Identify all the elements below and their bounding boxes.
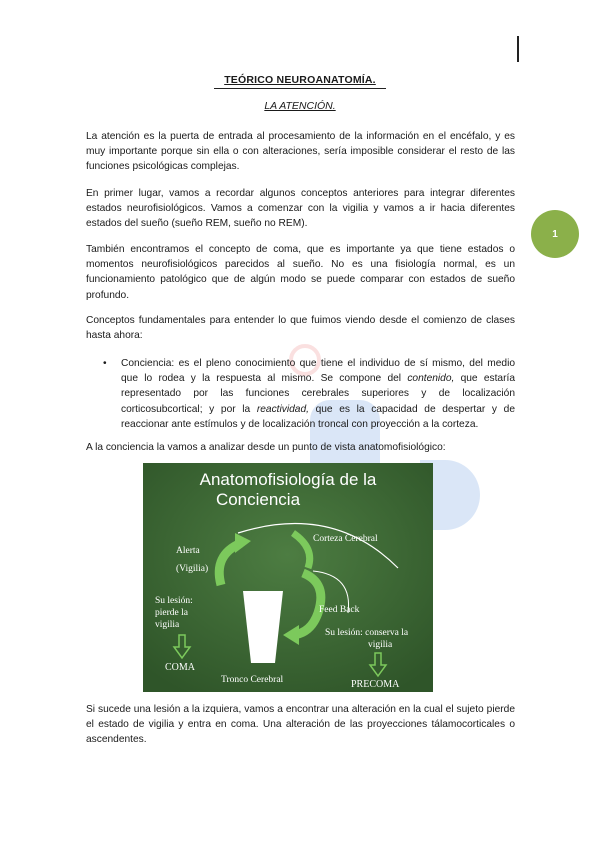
paragraph-coma: También encontramos el concepto de coma, que es importante ya que tiene estados o momentos neurofisiológicos parecidos al sueño. No es una fisiología normal, es un funcionamiento patológico que de algún modo se puede comparar con estados de sueño profundo. (86, 244, 515, 301)
label-alerta: Alerta (176, 546, 200, 556)
bullet-part-1: es el pleno conocimiento que tiene el individuo de sí mismo, del medio que lo rodea y la respuesta al mismo. Se compone del (121, 358, 515, 385)
label-tronco: Tronco Cerebral (221, 675, 284, 685)
paragraph-analysis: A la conciencia la vamos a analizar desde un punto de vista anatomofisiológico: (86, 442, 446, 453)
bullet-emphasis-contenido: contenido, (407, 373, 455, 385)
label-corteza: Corteza Cerebral (313, 534, 378, 544)
slide-title-line-2: Conciencia (215, 490, 301, 509)
label-lesion-right: Su lesión: conserva la (325, 628, 409, 638)
paragraph-intro: La atención es la puerta de entrada al procesamiento de la información en el encéfalo, y es muy importante porque sin ella o con alteraciones, sería imposible considerar el resto de las funciones psicológicas complejas. (86, 131, 515, 173)
page-number: 1 (552, 228, 558, 240)
bullet-part-3: que es la capacidad de despertar y de reaccionar ante estímulos y de localización troncal con proyección a la corteza. (121, 403, 515, 430)
label-precoma: PRECOMA (351, 679, 400, 690)
label-vigilia: (Vigilia) (176, 564, 209, 574)
label-lesion-left-1: Su lesión: (155, 596, 193, 606)
label-lesion-left-2: pierde la (155, 608, 188, 618)
document-title: TEÓRICO NEUROANATOMÍA. (224, 74, 376, 86)
bullet-text (121, 356, 515, 432)
bullet-marker: • (103, 358, 107, 369)
anatomofisiologia-slide-image (143, 463, 433, 692)
document-subtitle: LA ATENCIÓN. (264, 100, 336, 112)
bullet-part-2: que estaría representado por las funciones cerebrales superiores y de localización corticosubcortical; y por la (121, 373, 515, 415)
label-lesion-right-2: vigilia (368, 640, 393, 650)
label-feedback: Feed Back (319, 605, 360, 615)
paragraph-concepts: Conceptos fundamentales para entender lo que fuimos viendo desde el comienzo de clases hasta ahora: (86, 315, 515, 342)
label-lesion-left-3: vigilia (155, 620, 180, 630)
slide-title-line-1: Anatomofisiología de la (199, 470, 377, 489)
title-underline (214, 88, 386, 89)
bullet-emphasis-reactividad: reactividad, (256, 403, 309, 415)
page-number-badge (531, 210, 579, 258)
bullet-term: Conciencia: (121, 358, 175, 369)
header-rule (517, 36, 519, 62)
paragraph-states: En primer lugar, vamos a recordar algunos conceptos anteriores para integrar diferentes estados neurofisiológicos. Vamos a comenzar con la vigilia y vamos a ir hacia diferentes estados del sueño (sueño REM, sueño no REM). (86, 188, 515, 230)
paragraph-lesion: Si sucede una lesión a la izquiera, vamos a encontrar una alteración en la cual el sujeto pierde el estado de vigilia y entra en coma. Una alteración de las proyecciones tálamocorticales o ascendentes. (86, 704, 515, 746)
label-coma: COMA (165, 662, 196, 673)
